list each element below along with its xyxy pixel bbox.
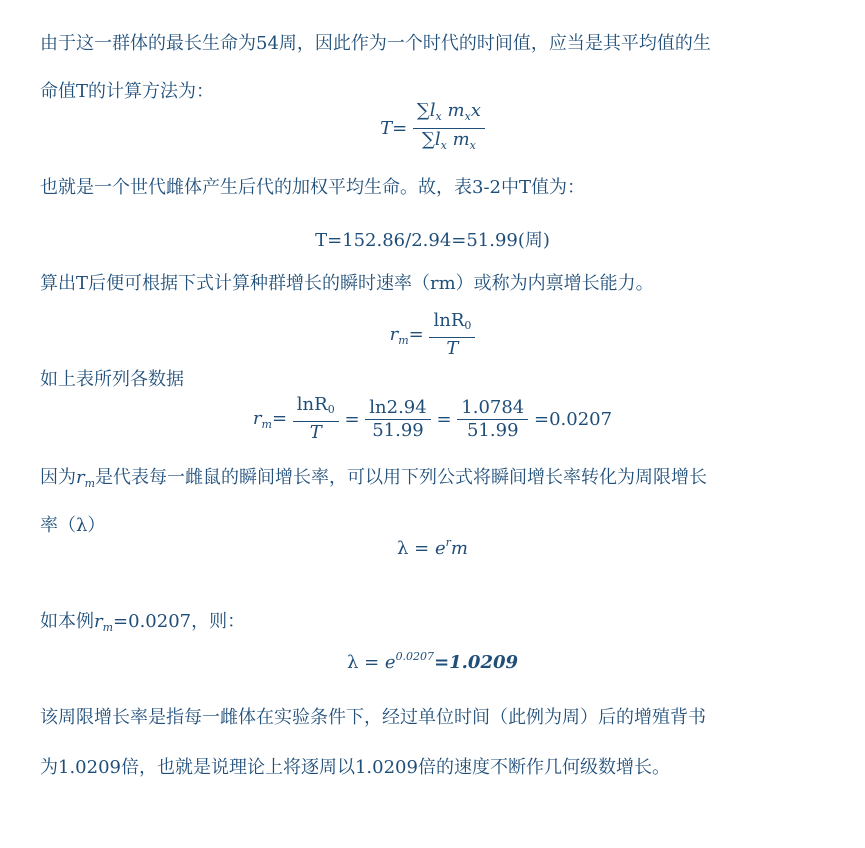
formula-t-fraction <box>413 100 485 157</box>
var-r: r <box>389 323 399 345</box>
sub-x: x <box>435 110 442 123</box>
paragraph-4: 如上表所列各数据 <box>40 369 184 390</box>
paragraph-2: 也就是一个世代雌体产生后代的加权平均生命。故，表3-2中T值为： <box>40 177 585 198</box>
calc-fraction-1: $\frac{\ln R0}{T}$ <box>293 394 339 444</box>
paragraph-5-line-1: 因为$r_m$是代表每一雌鼠的瞬间增长率，可以用下列公式将瞬间增长率转化为周限增长 <box>40 467 708 490</box>
formula-generation-time <box>0 100 865 157</box>
var-l: l <box>429 100 436 121</box>
formula-rm-fraction <box>429 310 475 360</box>
formula-t-numerator <box>413 100 485 128</box>
equals-sign: = <box>408 323 424 345</box>
sub-x: x <box>440 139 447 152</box>
paragraph-5-line-2: 率（λ） <box>40 515 106 536</box>
var-r: r <box>252 407 262 429</box>
paragraph-7-line-1: 该周限增长率是指每一雌体在实验条件下，经过单位时间（此例为周）后的增殖背书 <box>40 707 706 728</box>
sub-x: x <box>469 139 476 152</box>
var-l: l <box>434 129 441 150</box>
sum-symbol: ∑ <box>421 129 435 150</box>
sub-x: x <box>464 110 471 123</box>
formula-t-equals: = <box>392 118 408 139</box>
formula-t-value: T=152.86/2.94=51.99(周) <box>315 230 550 251</box>
equals-sign: = <box>344 408 360 430</box>
formula-rm-calculation <box>0 394 865 444</box>
sub-m: m <box>261 417 272 431</box>
var-x: x <box>470 100 481 121</box>
sub-m: m <box>398 333 409 347</box>
formula-t-denominator <box>413 128 485 157</box>
paragraph-3: 算出T后便可根据下式计算种群增长的瞬时速率（rm）或称为内禀增长能力。 <box>40 273 654 294</box>
equals-sign: = <box>436 408 452 430</box>
calc-fraction-3: $\frac{1.0784}{51.99}$ <box>457 397 528 442</box>
formula-lambda-value: $\lambda = e^{0.0207}=1.0209$ <box>346 650 519 673</box>
paragraph-1-line-2: 命值T的计算方法为： <box>40 81 215 102</box>
paragraph-7-line-2: 为1.0209倍，也就是说理论上将逐周以1.0209倍的速度不断作几何级数增长。 <box>40 757 670 778</box>
formula-rm-denominator: T <box>429 337 475 360</box>
calc-fraction-2: $\frac{\ln 2.94}{51.99}$ <box>365 397 430 442</box>
paragraph-1-line-1: 由于这一群体的最长生命为54周，因此作为一个时代的时间值，应当是其平均值的生 <box>40 33 711 54</box>
paragraph-6: 如本例$r_m=0.0207$，则： <box>40 611 246 634</box>
sum-symbol: ∑ <box>416 100 430 121</box>
formula-rm-numerator: lnR0 <box>433 310 472 332</box>
formula-rm <box>0 310 865 360</box>
var-m: m <box>447 100 465 121</box>
calc-result: =0.0207 <box>533 408 613 430</box>
var-m: m <box>452 129 470 150</box>
formula-t-lhs: T <box>380 118 393 139</box>
equals-sign: = <box>271 407 288 429</box>
formula-lambda: $\lambda = e^rm$ <box>397 536 468 559</box>
